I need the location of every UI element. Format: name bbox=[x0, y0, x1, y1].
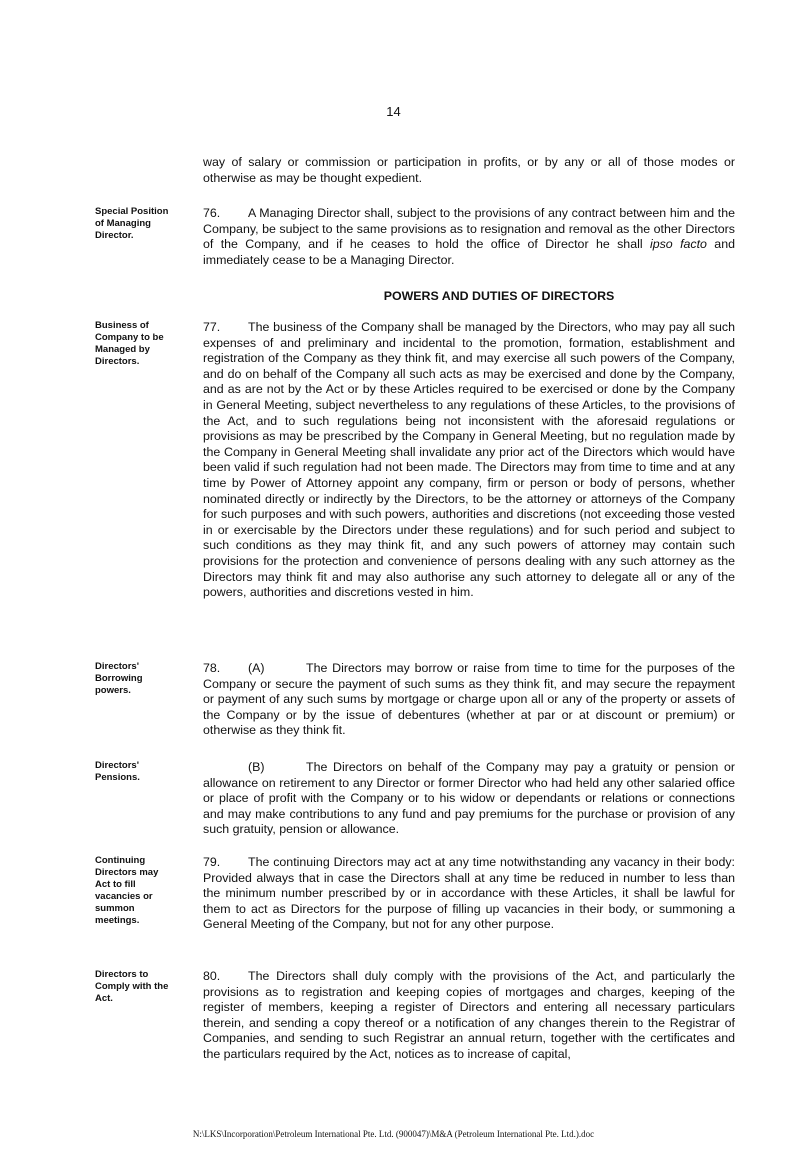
article-text: The continuing Directors may act at any time notwithstanding any vacancy in their body: Provided always that in case the Directors shall at any time be reduced in number to less than the minimum number prescribed by or in accordance with these Articles, it shall be lawful for them to act as Directors for the purpose of filling up vacancies in their body, or summoning a General Meeting of the Company, but not for any other purpose. bbox=[203, 855, 735, 932]
article-80 bbox=[203, 969, 735, 1063]
article-76 bbox=[203, 206, 735, 268]
margin-note-78a: Directors' Borrowing powers. bbox=[95, 661, 143, 696]
margin-note-78b: Directors' Pensions. bbox=[95, 760, 140, 783]
article-sub: (A) bbox=[248, 661, 265, 675]
article-number: 79. bbox=[203, 855, 221, 869]
section-heading: POWERS AND DUTIES OF DIRECTORS bbox=[383, 289, 615, 303]
margin-note-79: Continuing Directors may Act to fill vacancies or summon meetings. bbox=[95, 855, 159, 926]
article-text-end: and immediately cease to be a Managing Director. bbox=[203, 237, 735, 267]
article-79 bbox=[203, 855, 735, 933]
margin-note-76: Special Position of Managing Director. bbox=[95, 206, 169, 241]
intro-paragraph: way of salary or commission or participation in profits, or by any or all of those modes or otherwise as may be thought expedient. bbox=[203, 155, 735, 185]
article-number: 77. bbox=[203, 320, 221, 334]
article-78a bbox=[203, 661, 735, 739]
article-italic: ipso facto bbox=[649, 237, 707, 252]
article-text: A Managing Director shall, subject to the provisions of any contract between him and the Company, be subject to the same provisions as to resignation and removal as the other Directors of the Company, and if he ceases to hold the office of Director he shall bbox=[203, 206, 735, 252]
margin-note-77: Business of Company to be Managed by Directors. bbox=[95, 320, 164, 367]
margin-note-80: Directors to Comply with the Act. bbox=[95, 969, 169, 1004]
article-number: 78. bbox=[203, 661, 221, 675]
article-text: The Directors on behalf of the Company may pay a gratuity or pension or allowance on retirement to any Director or former Director who had held any other salaried office or place of profit with the Company or to his widow or dependants or relations or connections and may make contributions to any fund and pay premiums for the purchase or provision of any such gratuity, pension or allowance. bbox=[203, 760, 735, 837]
article-number: 80. bbox=[203, 969, 221, 983]
footer-path: N:\LKS\Incorporation\Petroleum International Pte. Ltd. (900047)\M&A (Petroleum International Pte. Ltd.).doc bbox=[192, 1129, 595, 1139]
article-sub: (B) bbox=[248, 760, 265, 774]
article-number: 76. bbox=[203, 206, 221, 220]
article-77 bbox=[203, 320, 735, 601]
article-78b bbox=[203, 760, 735, 838]
article-text: The business of the Company shall be managed by the Directors, who may pay all such expenses of and preliminary and incidental to the promotion, formation, establishment and registration of the Company as they think fit, and may exercise all such powers of the Company, and do on behalf of the Company all such acts as may be exercised and done by the Company, and as are not by the Act or by these Articles required to be exercised or done by the Company in General Meeting, subject nevertheless to any regulations of these Articles, to the provisions of the Act, and to such regulations being not inconsistent with the aforesaid regulations or provisions as may be prescribed by the Company in General Meeting, but no regulation made by the Company in General Meeting shall invalidate any prior act of the Directors which would have been valid if such regulation had not been made. The Directors may from time to time and at any time by Power of Attorney appoint any company, firm or person or body of persons, whether nominated directly or indirectly by the Directors, to be the attorney or attorneys of the Company for such purposes and with such powers, authorities and discretions (not exceeding those vested in or exercisable by the Directors under these regulations) and for such period and subject to such conditions as they may think fit, and any such powers of attorney may contain such provisions for the protection and convenience of persons dealing with any such attorney as the Directors may think fit and may also authorise any such attorney to delegate all or any of the powers, authorities and discretions vested in him. bbox=[203, 320, 735, 600]
article-text: The Directors may borrow or raise from time to time for the purposes of the Company or secure the payment of such sums as they think fit, and may secure the repayment or payment of any such sums by mortgage or charge upon all or any of the property or assets of the Company or by the issue of debentures (whether at par or at discount or premium) or otherwise as they think fit. bbox=[203, 661, 735, 738]
page-number: 14 bbox=[386, 104, 401, 119]
article-text: The Directors shall duly comply with the provisions of the Act, and particularly the provisions as to registration and keeping copies of mortgages and charges, keeping of the register of members, keeping a register of Directors and entering all necessary particulars therein, and sending a copy thereof or a notification of any changes therein to the Registrar of Companies, and sending to such Registrar an annual return, together with the certificates and the particulars required by the Act, notices as to increase of capital, bbox=[203, 969, 735, 1061]
